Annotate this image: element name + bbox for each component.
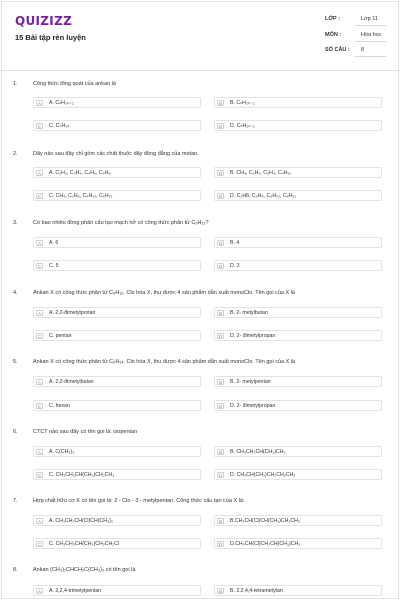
- option-c[interactable]: [33, 538, 201, 549]
- meta-subject-label: MÔN :: [325, 32, 342, 38]
- option-text: B. CₙH₂ₙ₋₂: [230, 100, 255, 106]
- option-a[interactable]: [33, 307, 201, 318]
- question-text: Ankan X có công thức phân tử C₆H₁₄. Clo hóa X, thu được 4 sản phẩm dẫn xuất monoClo. Tên gọi của X là: [33, 359, 296, 365]
- option-text: A. 6: [49, 240, 59, 246]
- option-d[interactable]: [214, 260, 382, 271]
- option-text: B. 2- metylbutan: [230, 310, 268, 316]
- option-letter: C: [37, 123, 42, 129]
- option-text: A. 2,2-đimetylbutan: [49, 379, 94, 385]
- option-letter: D: [218, 333, 223, 339]
- option-text: A. 2,2-đimetylprotan: [49, 310, 96, 316]
- option-letter: A: [37, 449, 41, 455]
- option-d[interactable]: [214, 400, 382, 411]
- question-number: 4.: [13, 290, 18, 296]
- option-text: C. 5: [49, 263, 59, 269]
- meta-subject-value: Hóa học: [361, 32, 382, 38]
- meta-class-label: LỚP :: [325, 16, 340, 22]
- option-a[interactable]: [33, 167, 201, 178]
- question-text: Công thức tổng quát của ankan là: [33, 81, 116, 87]
- quizizz-logo: QUIZIZZ: [15, 14, 73, 28]
- option-text: D. 3: [230, 263, 240, 269]
- question-number: 6.: [13, 429, 18, 435]
- option-a[interactable]: [33, 237, 201, 248]
- option-a[interactable]: [33, 585, 201, 596]
- question-number: 1.: [13, 81, 18, 87]
- option-letter: D: [218, 263, 223, 269]
- option-letter: B: [218, 100, 222, 106]
- option-letter: D: [218, 541, 223, 547]
- option-text: B. CH₄, C₂H₂, C₃H₄, C₄H₁₀: [230, 170, 292, 176]
- option-a[interactable]: [33, 97, 201, 108]
- option-b[interactable]: [214, 307, 382, 318]
- option-text: A. CₙH₂ₙ₊₂: [49, 100, 74, 106]
- option-c[interactable]: [33, 330, 201, 341]
- option-text: C. CH₃CH₂CH(CH₃)CH₂CH₂Cl: [49, 541, 120, 547]
- option-c[interactable]: [33, 260, 201, 271]
- question-number: 3.: [13, 220, 18, 226]
- option-text: A. C(CH₃)₃: [49, 449, 75, 455]
- option-text: A. CH₃CH₂CH(Cl)CH(CH₃)₂: [49, 518, 113, 524]
- option-letter: D: [218, 123, 223, 129]
- meta-count-label: SỐ CÂU :: [325, 47, 350, 53]
- option-c[interactable]: [33, 400, 201, 411]
- option-text: D. 2- đimetylpropan: [230, 333, 276, 339]
- option-letter: B: [218, 310, 222, 316]
- option-d[interactable]: [214, 469, 382, 480]
- option-b[interactable]: [214, 376, 382, 387]
- option-text: D. 2- đimetylpropan: [230, 403, 276, 409]
- option-a[interactable]: [33, 515, 201, 526]
- question-text: Ankan X có công thức phân tử C₅H₁₂. Clo hóa X, thu được 4 sản phẩm dẫn xuất monoClo. Tên gọi của X là: [33, 290, 295, 296]
- option-letter: C: [37, 193, 42, 199]
- question-text: Dãy nào sau đây chỉ gồm các chất thuộc dãy đồng đẳng của metan.: [33, 151, 199, 157]
- option-d[interactable]: [214, 120, 382, 131]
- option-text: D. CH₃CH(CH₃)CH₂CH₂CH₃: [230, 472, 296, 478]
- option-letter: B: [218, 170, 222, 176]
- option-b[interactable]: [214, 585, 382, 596]
- option-letter: B: [218, 588, 222, 594]
- option-b[interactable]: [214, 167, 382, 178]
- question-text: Ankan (CH₃)₂CHCH₂C(CH₃)₃ có tên gọi là: [33, 567, 136, 573]
- option-d[interactable]: [214, 330, 382, 341]
- question-text: CTCT nào sau đây có tên gọi là: isopentan: [33, 429, 138, 435]
- option-text: C. CH₄, C₂H₆, C₄H₁₀, C₅H₁₂: [49, 193, 113, 199]
- option-letter: D: [218, 193, 223, 199]
- option-a[interactable]: [33, 376, 201, 387]
- question-number: 8.: [13, 567, 18, 573]
- option-letter: A: [37, 310, 41, 316]
- question-text: Hợp chất hữu cơ X có tên gọi là: 2 - Clo - 3 - metylpentan. Công thức cấu tạo của X là:: [33, 498, 245, 504]
- option-letter: C: [37, 333, 42, 339]
- option-letter: C: [37, 263, 42, 269]
- option-c[interactable]: [33, 120, 201, 131]
- option-letter: A: [37, 588, 41, 594]
- option-letter: A: [37, 240, 41, 246]
- option-letter: A: [37, 379, 41, 385]
- option-letter: C: [37, 541, 42, 547]
- option-letter: A: [37, 100, 41, 106]
- option-text: D. C₂H6, C₃H₈, C₅H₁₀, C₆H₁₂: [230, 193, 297, 199]
- option-text: D.CH₃CH(Cl)CH₂CH(CH₃)CH₃: [230, 541, 301, 547]
- option-text: B. 2,2,4,4-tetrametytan: [230, 588, 283, 594]
- option-b[interactable]: [214, 97, 382, 108]
- option-text: B.CH₃CH(Cl)CH(CH₃)CH₂CH₃: [230, 518, 301, 524]
- option-text: A. C₂H₂, C₃H₄, C₄H₆, C₅H₈: [49, 170, 111, 176]
- option-letter: A: [37, 170, 41, 176]
- question-number: 5.: [13, 359, 18, 365]
- option-text: A. 2,2,4-trimetylpentan: [49, 588, 102, 594]
- option-text: C. pentan: [49, 333, 72, 339]
- option-a[interactable]: [33, 446, 201, 457]
- page-frame: [1, 1, 399, 599]
- option-letter: D: [218, 403, 223, 409]
- option-text: B. CH₃CH₂CH(CH₃)CH₃: [230, 449, 286, 455]
- option-text: D. CₙH₂ₙ₋₂: [230, 123, 256, 129]
- option-letter: C: [37, 403, 42, 409]
- question-number: 2.: [13, 151, 18, 157]
- option-letter: B: [218, 379, 222, 385]
- worksheet-title: 15 Bài tập rèn luyện: [15, 33, 86, 42]
- option-letter: B: [218, 449, 222, 455]
- option-d[interactable]: [214, 190, 382, 201]
- option-text: C. CH₃CH₂CH(CH₃)CH₂CH₃: [49, 472, 115, 478]
- option-letter: D: [218, 472, 223, 478]
- option-text: C. CₙH₂ₙ: [49, 123, 70, 129]
- header-divider: [0, 70, 400, 71]
- option-text: B. 2- metylpentan: [230, 379, 271, 385]
- option-text: B. 4: [230, 240, 240, 246]
- option-b[interactable]: [214, 237, 382, 248]
- question-text: Có bao nhiêu đồng phân cấu tạo mạch hở có công thức phân tử C₅H₁₂?: [33, 220, 209, 226]
- option-letter: B: [218, 240, 222, 246]
- option-letter: C: [37, 472, 42, 478]
- meta-count-value: 8: [361, 47, 365, 53]
- option-c[interactable]: [33, 190, 201, 201]
- question-number: 7.: [13, 498, 18, 504]
- option-c[interactable]: [33, 469, 201, 480]
- option-letter: A: [37, 518, 41, 524]
- option-b[interactable]: [214, 515, 382, 526]
- option-letter: B: [218, 518, 222, 524]
- option-text: C. hexan: [49, 403, 70, 409]
- option-b[interactable]: [214, 446, 382, 457]
- option-d[interactable]: [214, 538, 382, 549]
- meta-class-value: Lớp 11: [361, 16, 378, 22]
